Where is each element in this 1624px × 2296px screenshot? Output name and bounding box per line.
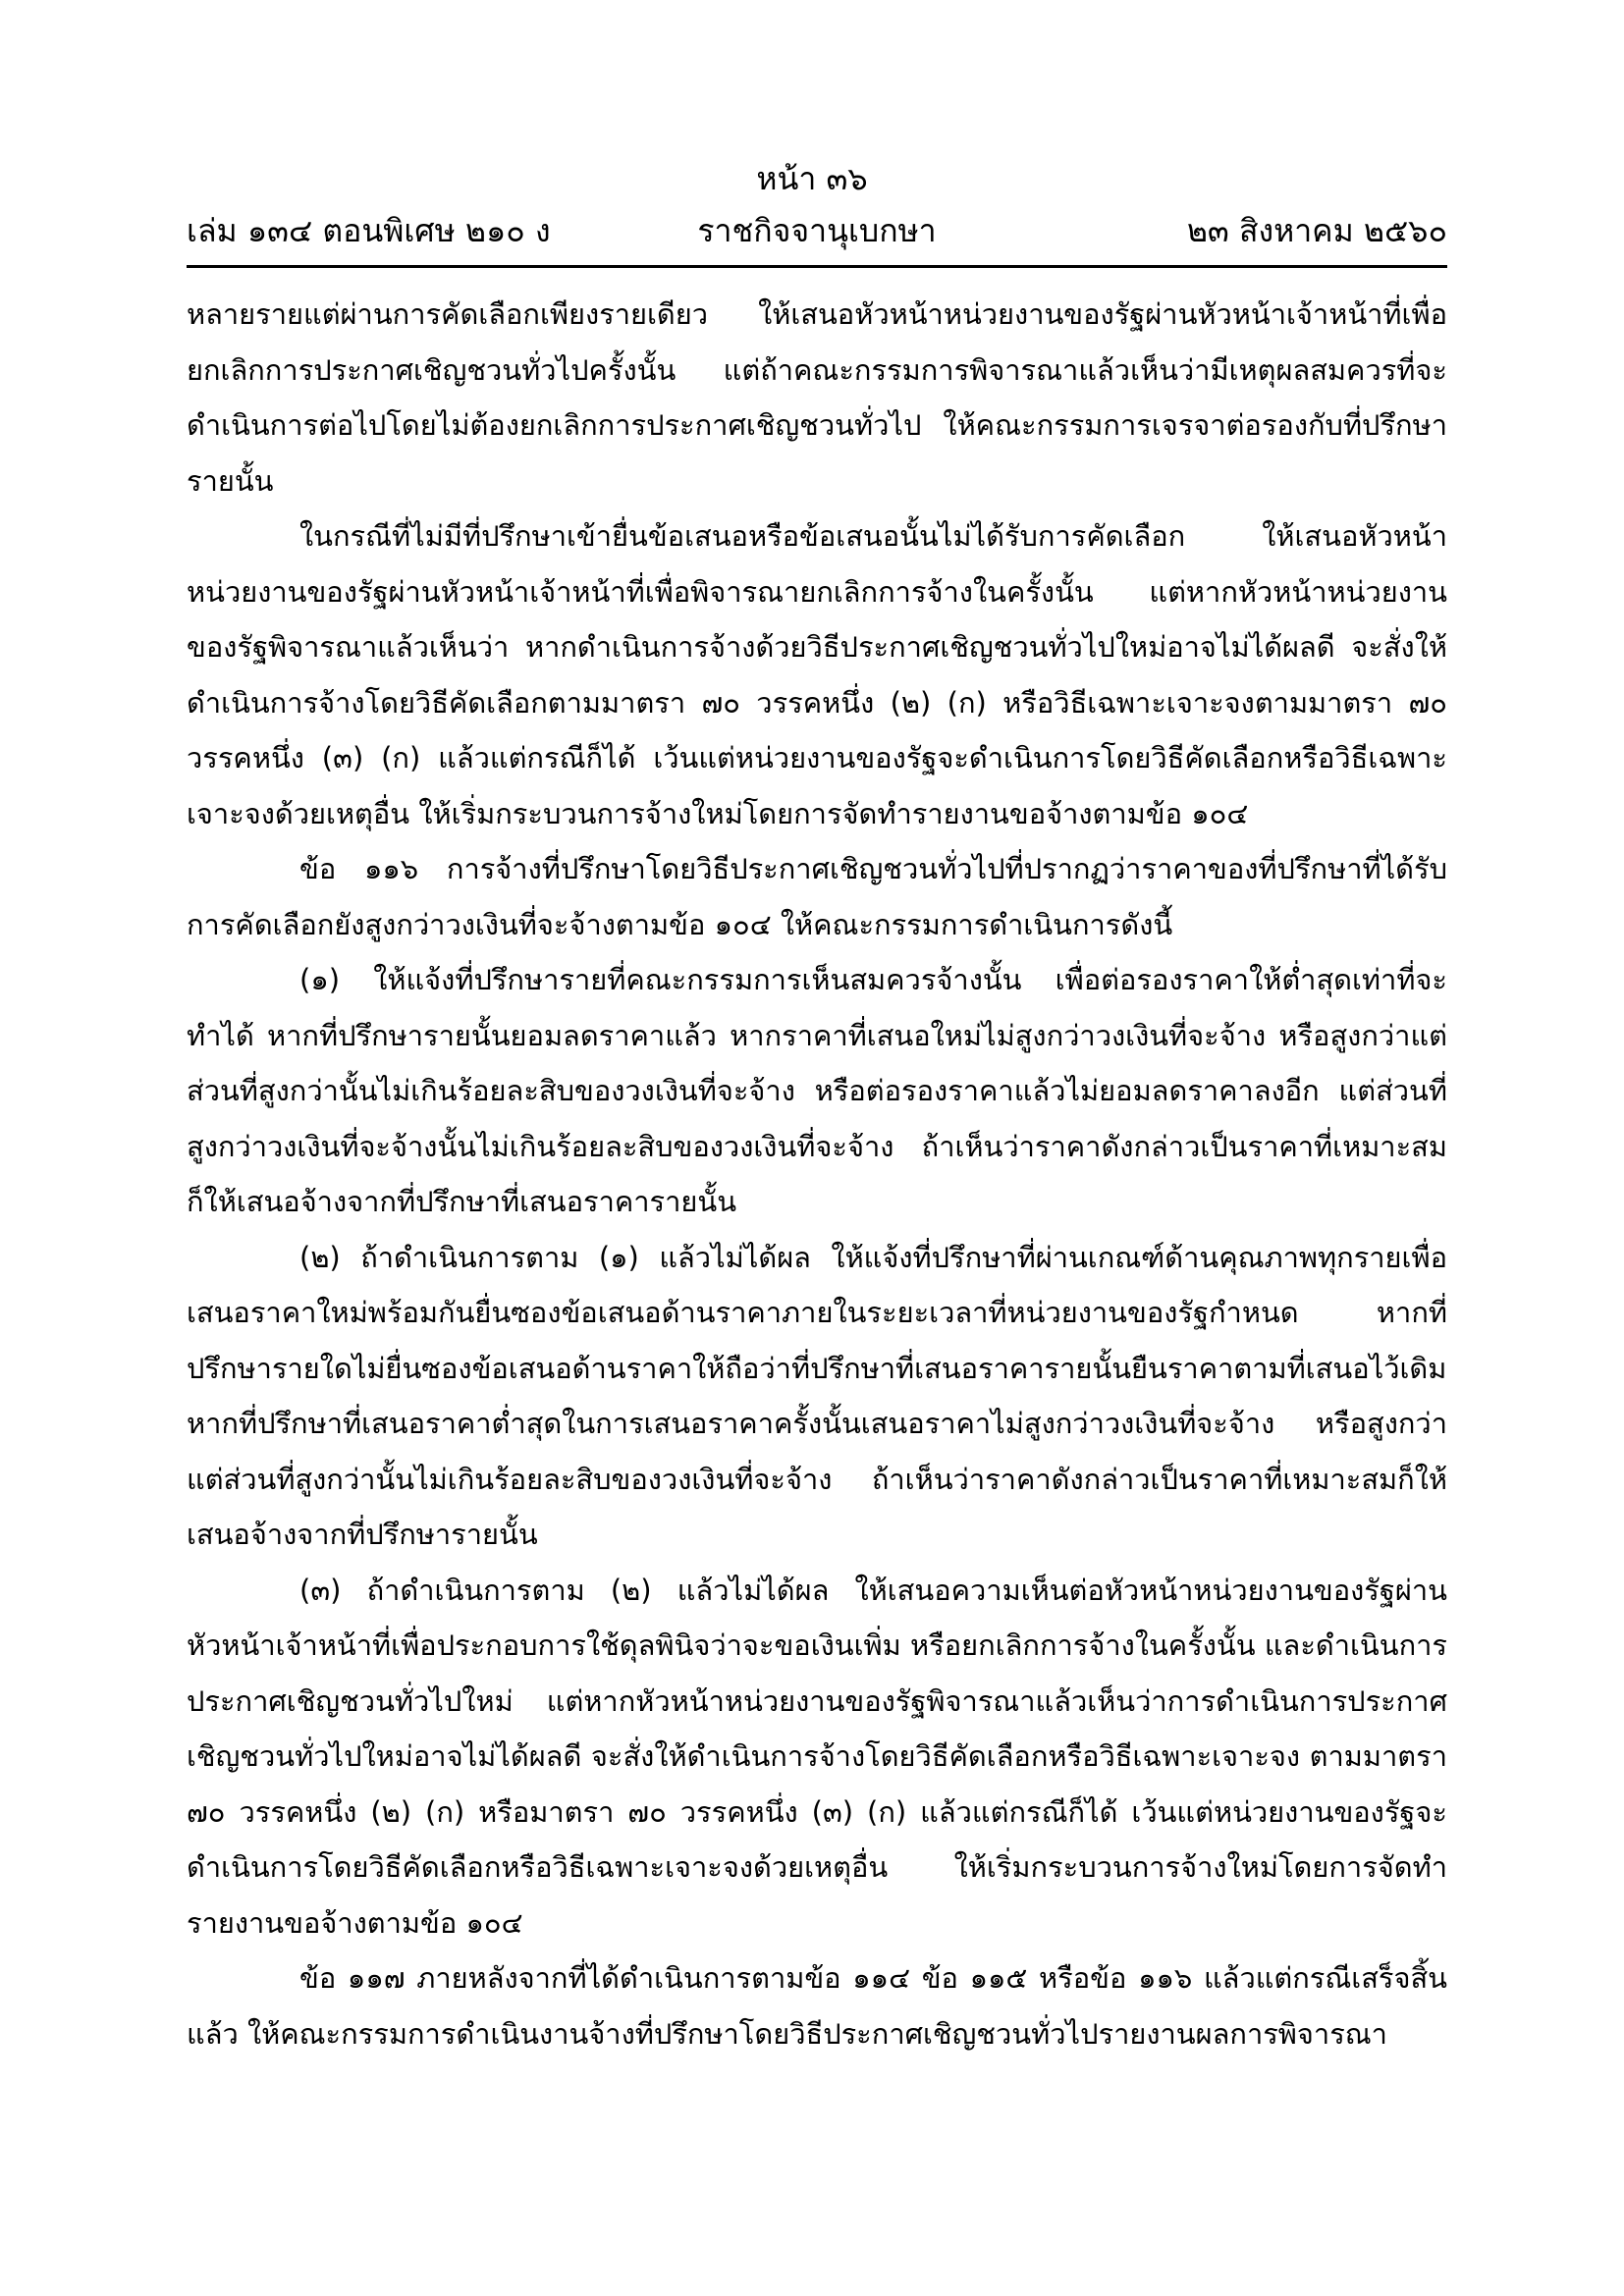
publication-title: ราชกิจจานุเบกษา [697, 212, 937, 249]
clause-116-item-1: (๑) ให้แจ้งที่ปรึกษารายที่คณะกรรมการเห็นสมควรจ้างนั้น เพื่อต่อรองราคาให้ต่ำสุดเท่าที่จะทำได้ หากที่ปรึกษารายนั้นยอมลดราคาแล้ว หากราคาที่เสนอใหม่ไม่สูงกว่าวงเงินที่จะจ้าง หรือสูงกว่าแต่ส่วนที่สูงกว่านั้นไม่เกินร้อยละสิบของวงเงินที่จะจ้าง หรือต่อรองราคาแล้วไม่ยอมลดราคาลงอีก แต่ส่วนที่สูงกว่าวงเงินที่จะจ้างนั้นไม่เกินร้อยละสิบของวงเงินที่จะจ้าง ถ้าเห็นว่าราคาดังกล่าวเป็นราคาที่เหมาะสม ก็ให้เสนอจ้างจากที่ปรึกษาที่เสนอราคารายนั้น [187, 963, 1447, 1218]
volume-issue: เล่ม ๑๓๔ ตอนพิเศษ ๒๑๐ ง [187, 212, 551, 249]
document-body [187, 287, 1447, 2061]
clause-117: ข้อ ๑๑๗ ภายหลังจากที่ได้ดำเนินการตามข้อ ๑๑๔ ข้อ ๑๑๕ หรือข้อ ๑๑๖ แล้วแต่กรณีเสร็จสิ้นแล้ว ให้คณะกรรมการดำเนินงานจ้างที่ปรึกษาโดยวิธีประกาศเชิญชวนทั่วไปรายงานผลการพิจารณา [187, 1961, 1447, 2051]
paragraph: ในกรณีที่ไม่มีที่ปรึกษาเข้ายื่นข้อเสนอหรือข้อเสนอนั้นไม่ได้รับการคัดเลือก ให้เสนอหัวหน้าหน่วยงานของรัฐผ่านหัวหน้าเจ้าหน้าที่เพื่อพิจารณายกเลิกการจ้างในครั้งนั้น แต่หากหัวหน้าหน่วยงานของรัฐพิจารณาแล้วเห็นว่า หากดำเนินการจ้างด้วยวิธีประกาศเชิญชวนทั่วไปใหม่อาจไม่ได้ผลดี จะสั่งให้ดำเนินการจ้างโดยวิธีคัดเลือกตามมาตรา ๗๐ วรรคหนึ่ง (๒) (ก) หรือวิธีเฉพาะเจาะจงตามมาตรา ๗๐ วรรคหนึ่ง (๓) (ก) แล้วแต่กรณีก็ได้ เว้นแต่หน่วยงานของรัฐจะดำเนินการโดยวิธีคัดเลือกหรือวิธีเฉพาะเจาะจงด้วยเหตุอื่น ให้เริ่มกระบวนการจ้างใหม่โดยการจัดทำรายงานขอจ้างตามข้อ ๑๐๔ [187, 519, 1447, 830]
page-number: หน้า ๓๖ [756, 160, 868, 197]
clause-116: ข้อ ๑๑๖ การจ้างที่ปรึกษาโดยวิธีประกาศเชิญชวนทั่วไปที่ปรากฏว่าราคาของที่ปรึกษาที่ได้รับการคัดเลือกยังสูงกว่าวงเงินที่จะจ้างตามข้อ ๑๐๔ ให้คณะกรรมการดำเนินการดังนี้ [187, 852, 1447, 941]
gazette-header [187, 206, 1447, 255]
header-divider [187, 265, 1447, 268]
paragraph-continuation: หลายรายแต่ผ่านการคัดเลือกเพียงรายเดียว ให้เสนอหัวหน้าหน่วยงานของรัฐผ่านหัวหน้าเจ้าหน้าที่เพื่อยกเลิกการประกาศเชิญชวนทั่วไปครั้งนั้น แต่ถ้าคณะกรรมการพิจารณาแล้วเห็นว่ามีเหตุผลสมควรที่จะดำเนินการต่อไปโดยไม่ต้องยกเลิกการประกาศเชิญชวนทั่วไป ให้คณะกรรมการเจรจาต่อรองกับที่ปรึกษารายนั้น [187, 297, 1447, 498]
clause-116-item-3: (๓) ถ้าดำเนินการตาม (๒) แล้วไม่ได้ผล ให้เสนอความเห็นต่อหัวหน้าหน่วยงานของรัฐผ่านหัวหน้าเจ้าหน้าที่เพื่อประกอบการใช้ดุลพินิจว่าจะขอเงินเพิ่ม หรือยกเลิกการจ้างในครั้งนั้น และดำเนินการประกาศเชิญชวนทั่วไปใหม่ แต่หากหัวหน้าหน่วยงานของรัฐพิจารณาแล้วเห็นว่าการดำเนินการประกาศเชิญชวนทั่วไปใหม่อาจไม่ได้ผลดี จะสั่งให้ดำเนินการจ้างโดยวิธีคัดเลือกหรือวิธีเฉพาะเจาะจง ตามมาตรา ๗๐ วรรคหนึ่ง (๒) (ก) หรือมาตรา ๗๐ วรรคหนึ่ง (๓) (ก) แล้วแต่กรณีก็ได้ เว้นแต่หน่วยงานของรัฐจะดำเนินการโดยวิธีคัดเลือกหรือวิธีเฉพาะเจาะจงด้วยเหตุอื่น ให้เริ่มกระบวนการจ้างใหม่โดยการจัดทำรายงานขอจ้างตามข้อ ๑๐๔ [187, 1573, 1447, 1940]
publication-date: ๒๓ สิงหาคม ๒๕๖๐ [1186, 212, 1447, 249]
clause-116-item-2: (๒) ถ้าดำเนินการตาม (๑) แล้วไม่ได้ผล ให้แจ้งที่ปรึกษาที่ผ่านเกณฑ์ด้านคุณภาพทุกรายเพื่อเสนอราคาใหม่พร้อมกันยื่นซองข้อเสนอด้านราคาภายในระยะเวลาที่หน่วยงานของรัฐกำหนด หากที่ปรึกษารายใดไม่ยื่นซองข้อเสนอด้านราคาให้ถือว่าที่ปรึกษาที่เสนอราคารายนั้นยืนราคาตามที่เสนอไว้เดิม หากที่ปรึกษาที่เสนอราคาต่ำสุดในการเสนอราคาครั้งนั้นเสนอราคาไม่สูงกว่าวงเงินที่จะจ้าง หรือสูงกว่าแต่ส่วนที่สูงกว่านั้นไม่เกินร้อยละสิบของวงเงินที่จะจ้าง ถ้าเห็นว่าราคาดังกล่าวเป็นราคาที่เหมาะสมก็ให้เสนอจ้างจากที่ปรึกษารายนั้น [187, 1240, 1447, 1551]
